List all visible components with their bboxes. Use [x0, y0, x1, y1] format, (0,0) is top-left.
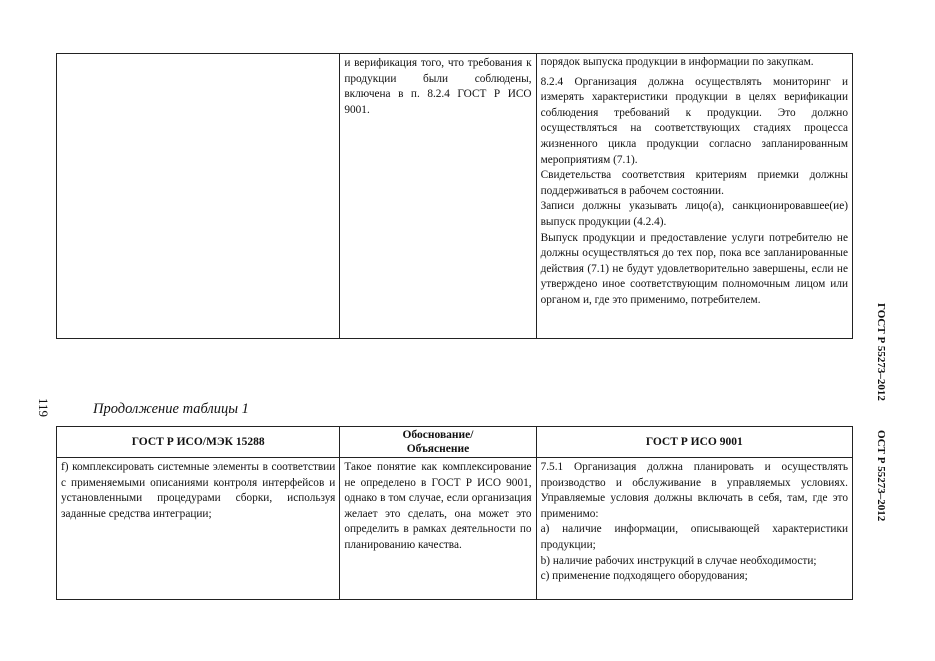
top-col3-par: порядок выпуска продукции в информации по закупкам. [540, 56, 814, 68]
bottom-col2-text: Такое понятие как комплексирование не определено в ГОСТ Р ИСО 9001, однако в том случае, если организация желает это сделать, она может это определить в рамках деятельности по планированию качества. [344, 461, 532, 551]
bottom-col3-cell [536, 458, 852, 600]
side-standard-code: ОСТ Р 55273–2012 [875, 430, 887, 522]
top-col3-par: Свидетельства соответствия критериям приемки должны поддерживаться в рабочем состоянии. [540, 169, 848, 197]
bottom-col1-cell [57, 458, 340, 600]
table-row [57, 458, 853, 600]
bottom-table [56, 426, 853, 600]
bottom-col3-par: b) наличие рабочих инструкций в случае необходимости; [540, 554, 817, 567]
header-gost-15288: ГОСТ Р ИСО/МЭК 15288 [57, 427, 340, 458]
side-standard-code: ГОСТ Р 55273–2012 [875, 303, 887, 401]
header-rationale [340, 427, 536, 458]
header-rationale-line1: Обоснование/ [402, 429, 474, 441]
table-caption: Продолжение таблицы 1 [93, 401, 249, 417]
top-col3-par: 8.2.4 Организация должна осуществлять мониторинг и измерять характеристики продукции в целях верификации соблюдения требований к продукции. Это должно осуществляться на соответствующих стадиях процесса жизненного цикла продукции согласно запланированным мероприятиям (7.1). [540, 75, 848, 166]
bottom-col3-par: a) наличие информации, описывающей характеристики продукции; [540, 523, 848, 551]
bottom-col1-text: f) комплексировать системные элементы в соответствии с применяемыми описаниями контроля интерфейсов и установленными процедурами сборки, используя заданные средства интеграции; [61, 461, 336, 520]
page-number: 119 [36, 398, 51, 418]
top-col3-par: Выпуск продукции и предоставление услуги потребителю не должны осуществляться до тех пор, пока все запланированные действия (7.1) не будут удовлетворительно завершены, если не утверждено иное соответствующим полномочным лицом или органом и, где это применимо, потребителем. [540, 231, 848, 306]
top-col3-cell [536, 54, 852, 339]
bottom-col3-par: c) применение подходящего оборудования; [540, 570, 748, 583]
header-gost-9001: ГОСТ Р ИСО 9001 [536, 427, 852, 458]
bottom-col3-par: 7.5.1 Организация должна планировать и осуществлять производство и обслуживание в управляемых условиях. Управляемые условия должны включать в себя, там, где это применимо: [540, 461, 848, 520]
bottom-col2-cell [340, 458, 536, 600]
top-col1-cell [57, 54, 340, 339]
table-row [57, 54, 853, 339]
top-col2-cell [340, 54, 536, 339]
top-col3-par: Записи должны указывать лицо(а), санкционировавшее(ие) выпуск продукции (4.2.4). [540, 200, 848, 228]
header-row [57, 427, 853, 458]
top-table [56, 53, 853, 339]
header-rationale-line2: Объяснение [406, 443, 470, 455]
top-col2-text: и верификация того, что требования к продукции были соблюдены, включена в п. 8.2.4 ГОСТ Р ИСО 9001. [344, 57, 532, 116]
